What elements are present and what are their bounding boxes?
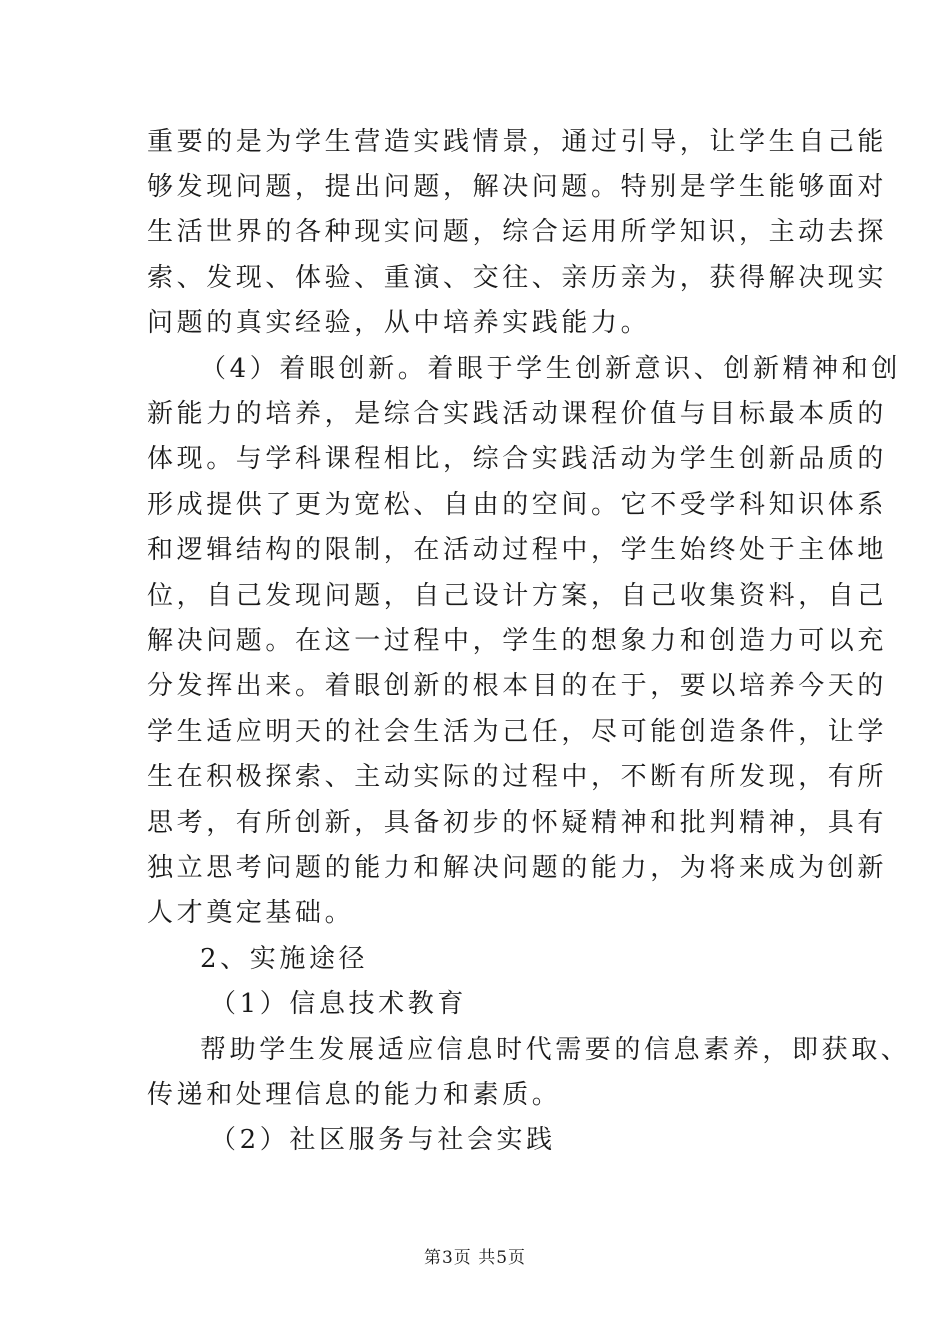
section-heading: 2、实施途径 <box>200 944 369 974</box>
page-number: 第3页 共5页 <box>423 1248 527 1268</box>
text-line: 人才奠定基础。 <box>147 898 355 928</box>
text-line: 传递和处理信息的能力和素质。 <box>147 1080 562 1110</box>
text-line: 重要的是为学生营造实践情景，通过引导，让学生自己能 <box>147 127 888 157</box>
text-line: 解决问题。在这一过程中，学生的想象力和创造力可以充 <box>147 626 888 656</box>
subsection-heading: （1）信息技术教育 <box>210 989 467 1019</box>
text-line: 学生适应明天的社会生活为己任，尽可能创造条件，让学 <box>147 717 888 747</box>
text-line: 生活世界的各种现实问题，综合运用所学知识，主动去探 <box>147 217 888 247</box>
text-line: 独立思考问题的能力和解决问题的能力，为将来成为创新 <box>147 853 888 883</box>
text-line: 新能力的培养，是综合实践活动课程价值与目标最本质的 <box>147 399 888 429</box>
text-line: 问题的真实经验，从中培养实践能力。 <box>147 308 651 338</box>
text-line: 分发挥出来。着眼创新的根本目的在于，要以培养今天的 <box>147 671 888 701</box>
subsection-heading: （2）社区服务与社会实践 <box>210 1125 556 1155</box>
text-line: （4）着眼创新。着眼于学生创新意识、创新精神和创 <box>200 354 901 384</box>
text-line: 生在积极探索、主动实际的过程中，不断有所发现，有所 <box>147 762 888 792</box>
text-line: 和逻辑结构的限制，在活动过程中，学生始终处于主体地 <box>147 535 888 565</box>
text-line: 体现。与学科课程相比，综合实践活动为学生创新品质的 <box>147 444 888 474</box>
page-footer <box>0 1243 950 1268</box>
text-line: 思考，有所创新，具备初步的怀疑精神和批判精神，具有 <box>147 808 888 838</box>
text-line: 帮助学生发展适应信息时代需要的信息素养，即获取、 <box>200 1035 911 1065</box>
text-line: 位，自己发现问题，自己设计方案，自己收集资料，自己 <box>147 581 888 611</box>
text-line: 形成提供了更为宽松、自由的空间。它不受学科知识体系 <box>147 490 888 520</box>
text-line: 索、发现、体验、重演、交往、亲历亲为，获得解决现实 <box>147 263 888 293</box>
text-line: 够发现问题，提出问题，解决问题。特别是学生能够面对 <box>147 172 888 202</box>
